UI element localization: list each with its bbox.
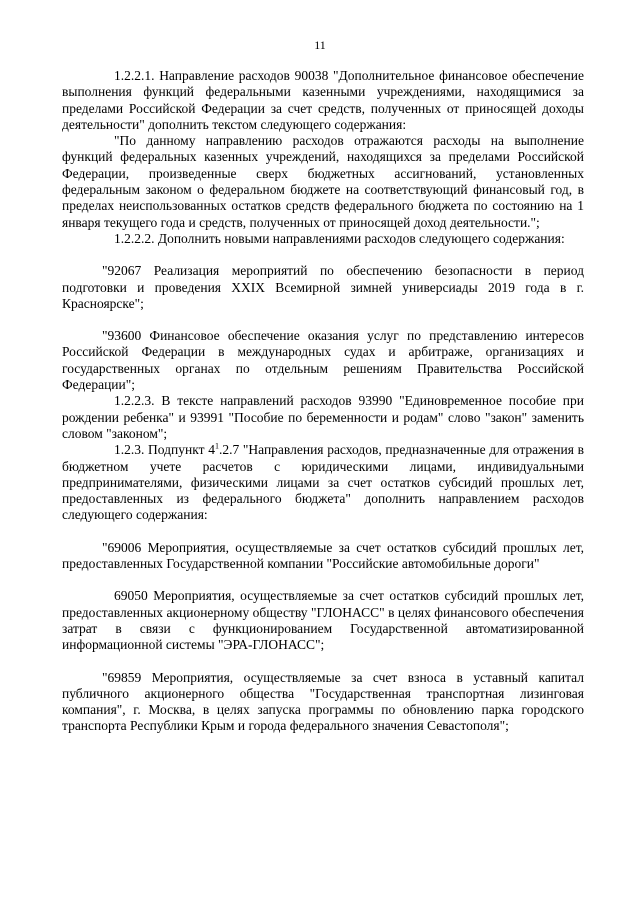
page-number: 11 bbox=[314, 38, 326, 52]
paragraph-1-2-3 bbox=[62, 442, 584, 523]
paragraph-1-2-2-1: 1.2.2.1. Направление расходов 90038 "Дополнительное финансовое обеспечение выполнения функций федеральными казенными учреждениями, находящимися за пределами Российской Федерации за счет средств, полученных от приносящей доходы деятельности" дополнить текстом следующего содержания: bbox=[62, 68, 584, 132]
paragraph-93600: "93600 Финансовое обеспечение оказания услуг по представлению интересов Российской Федерации в международных судах и арбитраже, организациях и государственных органах по отдельным решениям Правительства Российской Федерации"; bbox=[62, 328, 584, 393]
paragraph-1-2-2-2: 1.2.2.2. Дополнить новыми направлениями расходов следующего содержания: bbox=[114, 230, 565, 246]
paragraph-1-2-3-rest: .2.7 "Направления расходов, предназначенные для отражения в бюджетном учете расчетов с юридическими лицами, индивидуальными предпринимателями, физическими лицами за счет остатков субсидий прошлых лет, предоставленных из федерального бюджета" дополнить направлением расходов следующего содержания: bbox=[62, 442, 584, 523]
paragraph-69859: "69859 Мероприятия, осуществляемые за счет взноса в уставный капитал публичного акционерного общества "Государственная транспортная лизинговая компания", г. Москва, в целях запуска программы по обновлению парка городского транспорта Республики Крым и города федерального значения Севастополя"; bbox=[62, 669, 584, 734]
paragraph-69006: "69006 Мероприятия, осуществляемые за счет остатков субсидий прошлых лет, предоставленных Государственной компании "Российские автомобильные дороги" bbox=[62, 539, 584, 572]
superscript-number: 1 bbox=[214, 441, 219, 451]
paragraph-92067: "92067 Реализация мероприятий по обеспечению безопасности в период подготовки и проведения XXIX Всемирной зимней универсиады 2019 года в г. Красноярске"; bbox=[62, 263, 584, 311]
paragraph-1-2-3-start: 1.2.3. Подпункт 4 bbox=[114, 442, 215, 458]
paragraph-quote-90038: "По данному направлению расходов отражаются расходы на выполнение функций федеральных казенных учреждений, находящихся за пределами Российской Федерации, произведенные сверх бюджетных ассигнований, установленных федеральным законом о федеральном бюджете на соответствующий финансовый год, в пределах неиспользованных остатков средств федерального бюджета по состоянию на 1 января текущего года и средств, полученных от приносящей доход деятельности."; bbox=[62, 133, 584, 230]
paragraph-1-2-2-3: 1.2.2.3. В тексте направлений расходов 93990 "Единовременное пособие при рождении ребенка" и 93991 "Пособие по беременности и родам" слово "закон" заменить словом "законом"; bbox=[62, 393, 584, 441]
document-body bbox=[62, 68, 584, 735]
paragraph-69050: 69050 Мероприятия, осуществляемые за счет остатков субсидий прошлых лет, предоставленных акционерному обществу "ГЛОНАСС" в целях финансового обеспечения затрат в связи с функционированием Государственной автоматизированной информационной системы "ЭРА-ГЛОНАСС"; bbox=[62, 588, 584, 653]
